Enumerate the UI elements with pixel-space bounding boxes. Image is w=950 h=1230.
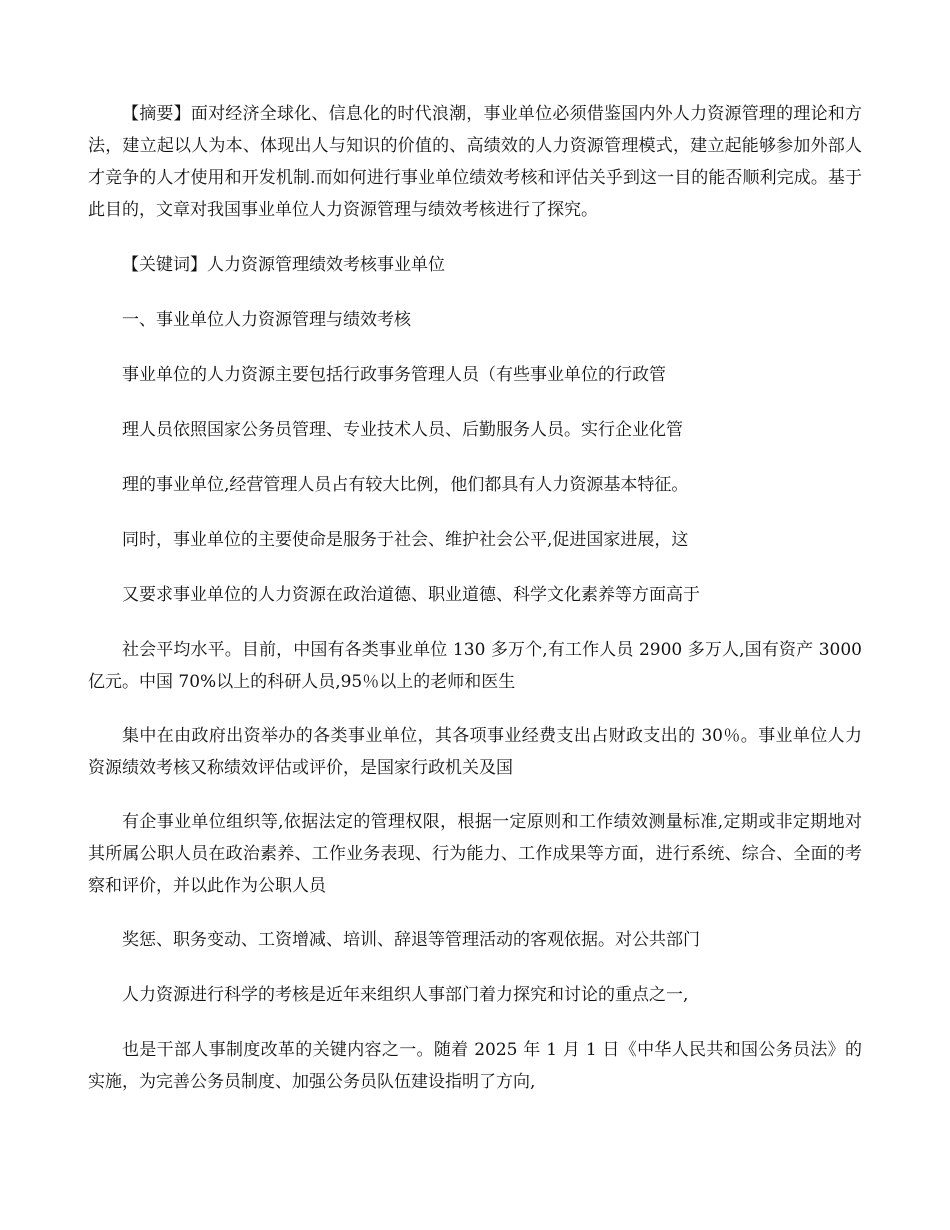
body-paragraph: 理人员依照国家公务员管理、专业技术人员、后勤服务人员。实行企业化管 (122, 420, 683, 440)
body-paragraph: 人力资源进行科学的考核是近年来组织人事部门着力探究和讨论的重点之一, (122, 985, 689, 1005)
body-paragraph: 同时，事业单位的主要使命是服务于社会、维护社会公平,促进国家进展，这 (122, 530, 689, 550)
section-heading: 一、事业单位人力资源管理与绩效考核 (122, 310, 411, 330)
body-paragraph: 有企事业单位组织等,依据法定的管理权限，根据一定原则和工作绩效测量标准,定期或非定期地对其所属公职人员在政治素养、工作业务表现、行为能力、工作成果等方面，进行系统、综合、全面的考察和评价，并以此作为公职人员 (88, 812, 862, 896)
body-paragraph: 理的事业单位,经营管理人员占有较大比例，他们都具有人力资源基本特征。 (122, 475, 689, 495)
body-paragraph: 也是干部人事制度改革的关键内容之一。随着 2025 年 1 月 1 日《中华人民共和国公务员法》的实施，为完善公务员制度、加强公务员队伍建设指明了方向, (88, 1040, 862, 1092)
body-paragraph: 奖惩、职务变动、工资增减、培训、辞退等管理活动的客观依据。对公共部门 (122, 930, 700, 950)
body-paragraph: 事业单位的人力资源主要包括行政事务管理人员（有些事业单位的行政管 (122, 365, 666, 385)
body-paragraph: 社会平均水平。目前，中国有各类事业单位 130 多万个,有工作人员 2900 多万人,国有资产 3000 亿元。中国 70%以上的科研人员,95％以上的老师和医生 (88, 640, 862, 692)
body-paragraph: 集中在由政府出资举办的各类事业单位，其各项事业经费支出占财政支出的 30％。事业单位人力资源绩效考核又称绩效评估或评价，是国家行政机关及国 (88, 726, 862, 778)
keywords-paragraph: 【关键词】人力资源管理绩效考核事业单位 (122, 255, 445, 275)
abstract-paragraph: 【摘要】面对经济全球化、信息化的时代浪潮，事业单位必须借鉴国内外人力资源管理的理论和方法，建立起以人为本、体现出人与知识的价值的、高绩效的人力资源管理模式，建立起能够参加外部人才竞争的人才使用和开发机制.而如何进行事业单位绩效考核和评估关乎到这一目的能否顺利完成。基于此目的，文章对我国事业单位人力资源管理与绩效考核进行了探究。 (88, 104, 862, 220)
body-paragraph: 又要求事业单位的人力资源在政治道德、职业道德、科学文化素养等方面高于 (122, 585, 700, 605)
